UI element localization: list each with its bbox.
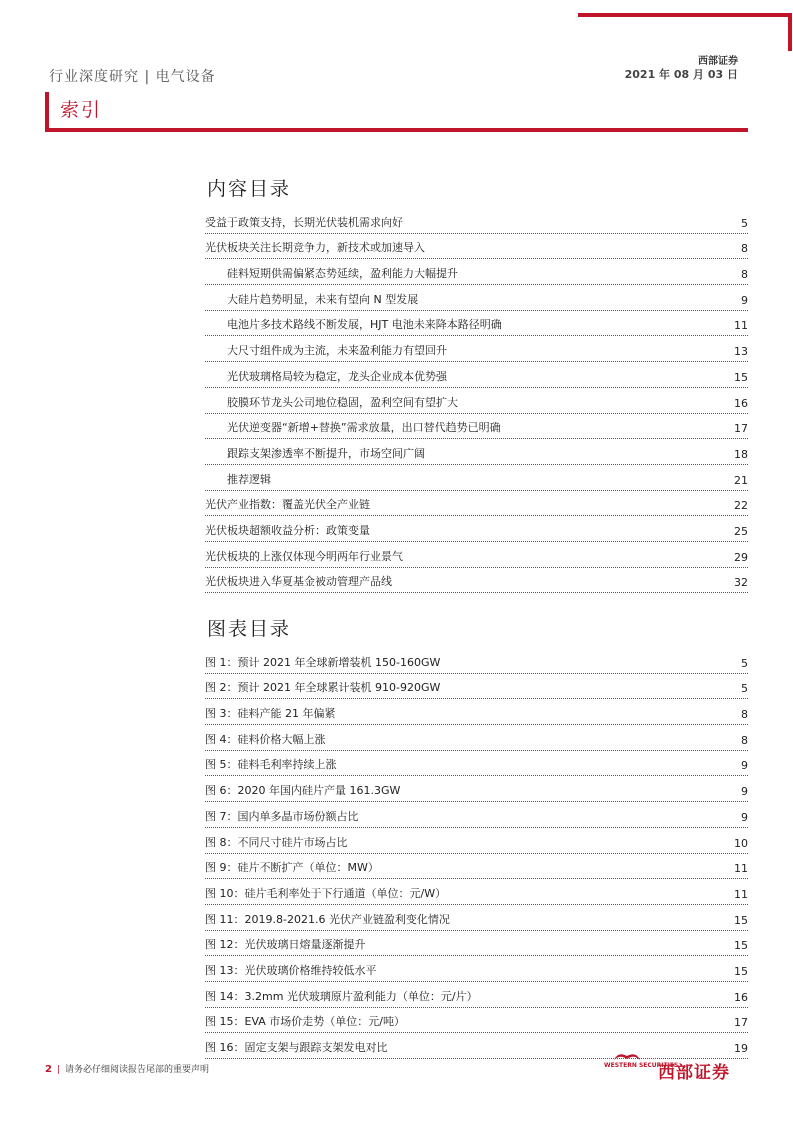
figure-entry[interactable] bbox=[205, 854, 748, 880]
figures-list bbox=[205, 648, 748, 1059]
entry-page: 11 bbox=[730, 862, 748, 875]
entry-title: 图 8：不同尺寸硅片市场占比 bbox=[205, 834, 352, 850]
entry-title: 光伏产业指数：覆盖光伏全产业链 bbox=[205, 496, 374, 512]
entry-page: 16 bbox=[730, 991, 748, 1004]
entry-title: 图 14：3.2mm 光伏玻璃原片盈利能力（单位：元/片） bbox=[205, 988, 482, 1004]
figure-entry[interactable] bbox=[205, 956, 748, 982]
entry-title: 跟踪支架渗透率不断提升，市场空间广阔 bbox=[227, 445, 429, 461]
entry-title: 硅料短期供需偏紧态势延续，盈利能力大幅提升 bbox=[227, 265, 462, 281]
entry-title: 光伏板块的上涨仅体现今明两年行业景气 bbox=[205, 548, 407, 564]
entry-page: 18 bbox=[730, 448, 748, 461]
contents-entry[interactable] bbox=[205, 234, 748, 260]
figure-entry[interactable] bbox=[205, 725, 748, 751]
entry-title: 图 11：2019.8-2021.6 光伏产业链盈利变化情况 bbox=[205, 911, 454, 927]
contents-list bbox=[205, 208, 748, 593]
entry-title: 光伏板块超额收益分析：政策变量 bbox=[205, 522, 374, 538]
entry-page: 15 bbox=[730, 965, 748, 978]
contents-entry[interactable] bbox=[205, 285, 748, 311]
entry-page: 15 bbox=[730, 371, 748, 384]
figure-entry[interactable] bbox=[205, 1008, 748, 1034]
entry-page: 5 bbox=[737, 217, 748, 230]
entry-title: 图 2：预计 2021 年全球累计装机 910-920GW bbox=[205, 679, 444, 695]
entry-page: 17 bbox=[730, 1016, 748, 1029]
corner-rule-vertical bbox=[788, 13, 792, 51]
entry-page: 19 bbox=[730, 1042, 748, 1055]
entry-page: 17 bbox=[730, 422, 748, 435]
entry-page: 10 bbox=[730, 837, 748, 850]
footer-logo-cn: 西部证券 bbox=[658, 1063, 730, 1083]
entry-title: 图 13：光伏玻璃价格维持较低水平 bbox=[205, 962, 381, 978]
figure-entry[interactable] bbox=[205, 674, 748, 700]
contents-entry[interactable] bbox=[205, 542, 748, 568]
entry-page: 16 bbox=[730, 397, 748, 410]
footer bbox=[45, 1062, 209, 1075]
bull-horns-icon bbox=[612, 1050, 642, 1062]
contents-entry[interactable] bbox=[205, 516, 748, 542]
entry-title: 图 3：硅料产能 21 年偏紧 bbox=[205, 705, 340, 721]
entry-page: 5 bbox=[737, 682, 748, 695]
entry-title: 推荐逻辑 bbox=[227, 471, 275, 487]
figure-entry[interactable] bbox=[205, 776, 748, 802]
entry-page: 25 bbox=[730, 525, 748, 538]
entry-title: 电池片多技术路线不断发展，HJT 电池未来降本路径明确 bbox=[227, 316, 506, 332]
entry-title: 图 12：光伏玻璃日熔量逐渐提升 bbox=[205, 936, 370, 952]
entry-title: 光伏板块关注长期竞争力，新技术或加速导入 bbox=[205, 239, 429, 255]
entry-title: 大尺寸组件成为主流，未来盈利能力有望回升 bbox=[227, 342, 451, 358]
contents-heading: 内容目录 bbox=[207, 178, 292, 200]
entry-title: 图 15：EVA 市场价走势（单位：元/吨） bbox=[205, 1013, 409, 1029]
index-bar bbox=[45, 92, 49, 130]
entry-title: 光伏玻璃格局较为稳定，龙头企业成本优势强 bbox=[227, 368, 451, 384]
entry-title: 图 9：硅片不断扩产（单位：MW） bbox=[205, 859, 383, 875]
entry-title: 胶膜环节龙头公司地位稳固，盈利空间有望扩大 bbox=[227, 394, 462, 410]
report-date: 2021 年 08 月 03 日 bbox=[624, 68, 738, 81]
entry-page: 15 bbox=[730, 914, 748, 927]
figure-entry[interactable] bbox=[205, 802, 748, 828]
entry-page: 8 bbox=[737, 242, 748, 255]
figure-entry[interactable] bbox=[205, 982, 748, 1008]
entry-page: 5 bbox=[737, 657, 748, 670]
entry-title: 光伏板块进入华夏基金被动管理产品线 bbox=[205, 573, 396, 589]
figure-entry[interactable] bbox=[205, 879, 748, 905]
corner-rule-horizontal bbox=[578, 13, 792, 17]
figures-heading: 图表目录 bbox=[207, 618, 292, 640]
contents-entry[interactable] bbox=[205, 568, 748, 594]
entry-title: 图 16：固定支架与跟踪支架发电对比 bbox=[205, 1039, 392, 1055]
header-brand: 西部证券 bbox=[698, 56, 738, 67]
entry-title: 图 6：2020 年国内硅片产量 161.3GW bbox=[205, 782, 404, 798]
entry-page: 9 bbox=[737, 811, 748, 824]
figure-entry[interactable] bbox=[205, 751, 748, 777]
entry-page: 9 bbox=[737, 294, 748, 307]
entry-title: 大硅片趋势明显，未来有望向 N 型发展 bbox=[227, 291, 422, 307]
contents-entry[interactable] bbox=[205, 388, 748, 414]
contents-entry[interactable] bbox=[205, 336, 748, 362]
index-rule bbox=[45, 128, 748, 132]
footer-logo-en: WESTERN SECURITIES bbox=[604, 1062, 679, 1069]
figure-entry[interactable] bbox=[205, 828, 748, 854]
figure-entry[interactable] bbox=[205, 648, 748, 674]
entry-page: 8 bbox=[737, 268, 748, 281]
page-number: 2 bbox=[45, 1064, 52, 1075]
entry-page: 22 bbox=[730, 499, 748, 512]
figure-entry[interactable] bbox=[205, 905, 748, 931]
footer-logo bbox=[604, 1056, 749, 1082]
figure-entry[interactable] bbox=[205, 699, 748, 725]
entry-page: 13 bbox=[730, 345, 748, 358]
entry-title: 图 1：预计 2021 年全球新增装机 150-160GW bbox=[205, 654, 444, 670]
contents-entry[interactable] bbox=[205, 362, 748, 388]
entry-page: 21 bbox=[730, 474, 748, 487]
contents-entry[interactable] bbox=[205, 259, 748, 285]
entry-page: 8 bbox=[737, 734, 748, 747]
entry-title: 图 10：硅片毛利率处于下行通道（单位：元/W） bbox=[205, 885, 450, 901]
entry-page: 32 bbox=[730, 576, 748, 589]
entry-page: 11 bbox=[730, 888, 748, 901]
contents-entry[interactable] bbox=[205, 311, 748, 337]
contents-entry[interactable] bbox=[205, 414, 748, 440]
section-label: 行业深度研究 | 电气设备 bbox=[49, 69, 216, 85]
entry-page: 8 bbox=[737, 708, 748, 721]
entry-page: 15 bbox=[730, 939, 748, 952]
contents-entry[interactable] bbox=[205, 208, 748, 234]
entry-page: 9 bbox=[737, 759, 748, 772]
contents-entry[interactable] bbox=[205, 465, 748, 491]
contents-entry[interactable] bbox=[205, 491, 748, 517]
entry-page: 9 bbox=[737, 785, 748, 798]
footer-disclaimer: 请务必仔细阅读报告尾部的重要声明 bbox=[65, 1065, 210, 1075]
figure-entry[interactable] bbox=[205, 931, 748, 957]
entry-title: 图 5：硅料毛利率持续上涨 bbox=[205, 756, 341, 772]
entry-title: 受益于政策支持，长期光伏装机需求向好 bbox=[205, 214, 407, 230]
index-title: 索引 bbox=[60, 99, 103, 121]
contents-entry[interactable] bbox=[205, 439, 748, 465]
entry-page: 11 bbox=[730, 319, 748, 332]
entry-title: 图 4：硅料价格大幅上涨 bbox=[205, 731, 330, 747]
entry-title: 光伏逆变器“新增+替换”需求放量，出口替代趋势已明确 bbox=[227, 419, 505, 435]
entry-title: 图 7：国内单多晶市场份额占比 bbox=[205, 808, 363, 824]
footer-separator: | bbox=[56, 1065, 61, 1075]
entry-page: 29 bbox=[730, 551, 748, 564]
